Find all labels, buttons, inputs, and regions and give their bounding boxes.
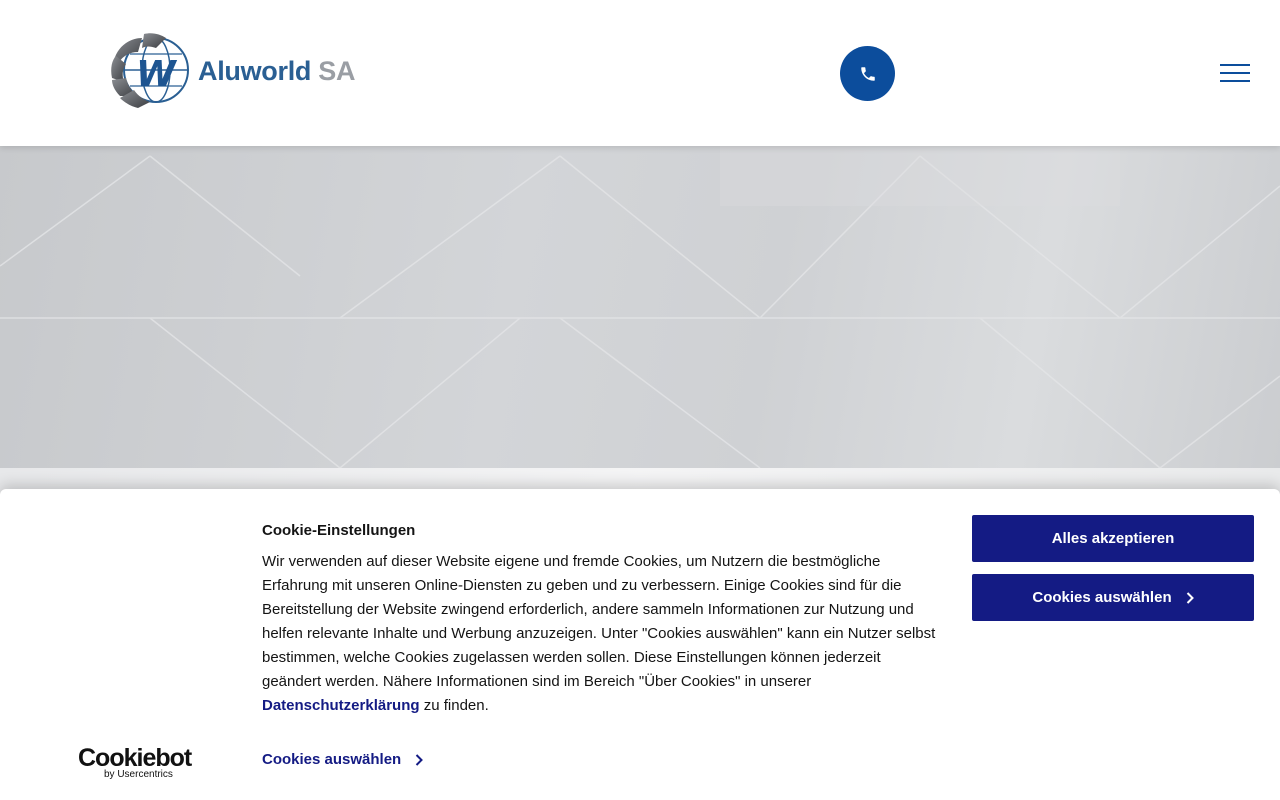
cookie-text-part: zu finden. (419, 697, 489, 714)
chevron-right-icon (415, 754, 423, 766)
cookie-description (262, 550, 942, 718)
cookiebot-wordmark: Cookiebot (78, 744, 192, 772)
cookiebot-logo[interactable] (78, 744, 192, 785)
cookie-title: Cookie-Einstellungen (262, 522, 416, 539)
brand-suffix: SA (318, 55, 356, 86)
cookies-select-link-label: Cookies auswählen (262, 751, 402, 768)
cookies-select-link[interactable] (262, 751, 423, 768)
select-cookies-button[interactable] (972, 574, 1254, 621)
hero-banner (0, 146, 1280, 468)
chevron-right-icon (1186, 592, 1194, 604)
svg-text:W: W (136, 54, 176, 95)
hamburger-menu-button[interactable] (1220, 62, 1252, 84)
brand-name: Aluworld (198, 55, 312, 86)
accept-all-button[interactable]: Alles akzeptieren (972, 515, 1254, 562)
site-logo[interactable] (108, 30, 355, 112)
cookie-text-part: Wir verwenden auf dieser Website eigene und fremde Cookies, um Nutzern die bestmögliche Erfahrung mit unseren Online-Diensten zu geben und zu verbessern. Einige Cookies sind für die Bereitstellung der Website zwingend erforderlich, andere sammeln Informationen zur Nutzung und helfen relevante Inhalte und Werbung anzuzeigen. Unter "Cookies auswählen" kann ein Nutzer selbst bestimmen, welche Cookies zugelassen werden sollen. Diese Einstellungen können jederzeit geändert werden. Nähere Informationen sind im Bereich "Über Cookies" in unserer (262, 553, 936, 690)
globe-w-logo-icon (108, 30, 192, 112)
select-cookies-button-label: Cookies auswählen (1032, 589, 1172, 606)
menu-line-icon (1220, 80, 1250, 82)
menu-line-icon (1220, 64, 1250, 66)
hero-pattern (0, 146, 1280, 468)
cookie-consent-banner (0, 489, 1280, 800)
cookiebot-byline: by Usercentrics (104, 769, 173, 780)
logo-text (198, 56, 355, 87)
privacy-policy-link[interactable]: Datenschutzerklärung (262, 697, 420, 714)
menu-line-icon (1220, 72, 1250, 74)
phone-icon (859, 65, 877, 83)
site-header (0, 0, 1280, 146)
phone-button[interactable] (840, 46, 895, 101)
